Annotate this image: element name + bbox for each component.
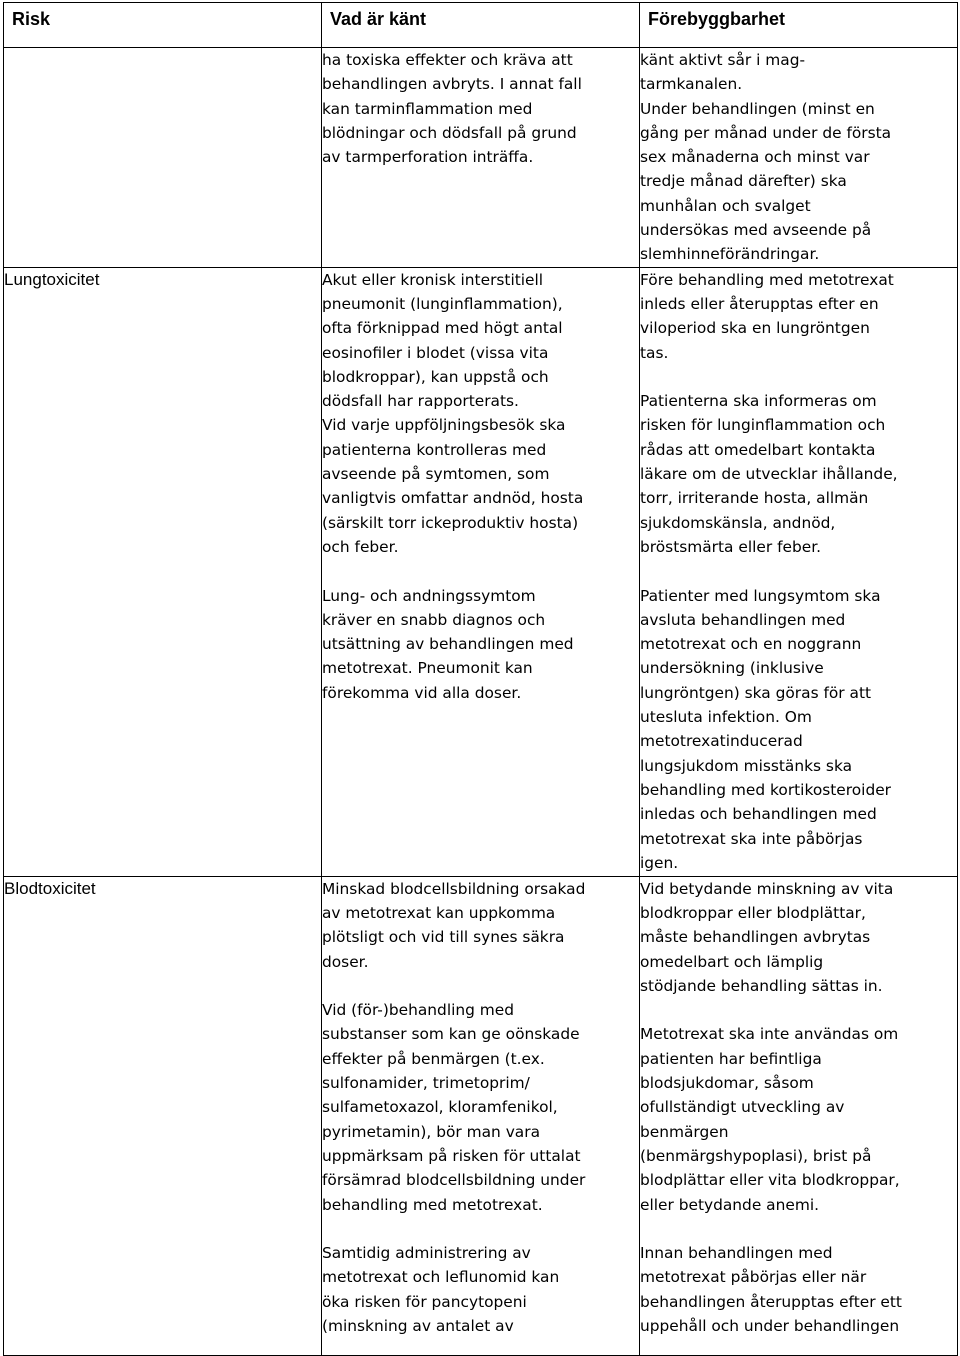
known-paragraph: Akut eller kronisk interstitiell pneumonit (lunginflammation), ofta förknippad med högt antal eosinofiler i blodet (vissa vita blodkroppar), kan uppstå och dödsfall har rapporterats. Vid varje uppföljningsbesök ska patienterna kontrolleras med avseende på symtomen, som vanligtvis omfattar andnöd, hosta (särskilt torr ickeproduktiv hosta) och feber. bbox=[322, 270, 584, 556]
table-row bbox=[4, 267, 958, 876]
prevention-paragraph: Metotrexat ska inte användas om patienten har befintliga blodsjukdomar, såsom ofullständigt utveckling av benmärgen (benmärgshypoplasi), brist på blodplättar eller vita blodkroppar, eller betydande anemi. bbox=[640, 1025, 900, 1214]
known-paragraph: Lung- och andningssymtom kräver en snabb diagnos och utsättning av behandlingen med metotrexat. Pneumonit kan förekomma vid alla doser. bbox=[322, 586, 574, 702]
header-prevention: Förebyggbarhet bbox=[640, 3, 958, 48]
prevention-paragraph: Innan behandlingen med metotrexat påbörjas eller när behandlingen återupptas efter ett uppehåll och under behandlingen bbox=[640, 1244, 902, 1336]
table-row bbox=[4, 48, 958, 268]
table-row bbox=[4, 876, 958, 1355]
prevention-paragraph: Patienterna ska informeras om risken för lunginflammation och rådas att omedelbart kontakta läkare om de utvecklar ihållande, torr, irriterande hosta, allmän sjukdomskänsla, andnöd, bröstsmärta eller feber. bbox=[640, 392, 898, 556]
known-paragraph: ha toxiska effekter och kräva att behandlingen avbryts. I annat fall kan tarminflammation med blödningar och dödsfall på grund av tarmperforation inträffa. bbox=[322, 51, 582, 167]
table-header-row bbox=[4, 3, 958, 48]
prevention-paragraph: känt aktivt sår i mag- tarmkanalen. Under behandlingen (minst en gång per månad under de första sex månaderna och minst var tredje månad därefter) ska munhålan och svalget undersökas med avseende på slemhinneförändringar. bbox=[640, 51, 892, 264]
prevention-paragraph: Före behandling med metotrexat inleds eller återupptas efter en viloperiod ska en lungröntgen tas. bbox=[640, 270, 894, 362]
prevention-cell bbox=[640, 876, 958, 1355]
risk-cell: Lungtoxicitet bbox=[4, 267, 322, 876]
known-cell bbox=[322, 267, 640, 876]
prevention-paragraph: Vid betydande minskning av vita blodkroppar eller blodplättar, måste behandlingen avbrytas omedelbart och lämplig stödjande behandling sättas in. bbox=[640, 879, 894, 995]
header-known: Vad är känt bbox=[322, 3, 640, 48]
risk-table bbox=[3, 2, 958, 1356]
known-cell bbox=[322, 876, 640, 1355]
risk-cell bbox=[4, 48, 322, 268]
known-cell bbox=[322, 48, 640, 268]
prevention-paragraph: Patienter med lungsymtom ska avsluta behandlingen med metotrexat och en noggrann undersökning (inklusive lungröntgen) ska göras för att utesluta infektion. Om metotrexatinducerad lungsjukdom misstänks ska behandling med kortikosteroider inledas och behandlingen med metotrexat ska inte påbörjas igen. bbox=[640, 586, 892, 872]
prevention-cell bbox=[640, 48, 958, 268]
known-paragraph: Minskad blodcellsbildning orsakad av metotrexat kan uppkomma plötsligt och vid till synes säkra doser. bbox=[322, 879, 586, 971]
known-paragraph: Vid (för-)behandling med substanser som kan ge oönskade effekter på benmärgen (t.ex. sulfonamider, trimetoprim/ sulfametoxazol, kloramfenikol, pyrimetamin), bör man vara uppmärksam på risken för uttalat försämrad blodcellsbildning under behandling med metotrexat. bbox=[322, 1001, 586, 1214]
risk-cell: Blodtoxicitet bbox=[4, 876, 322, 1355]
header-risk: Risk bbox=[4, 3, 322, 48]
known-paragraph: Samtidig administrering av metotrexat och leflunomid kan öka risken för pancytopeni (minskning av antalet av bbox=[322, 1244, 560, 1336]
prevention-cell bbox=[640, 267, 958, 876]
